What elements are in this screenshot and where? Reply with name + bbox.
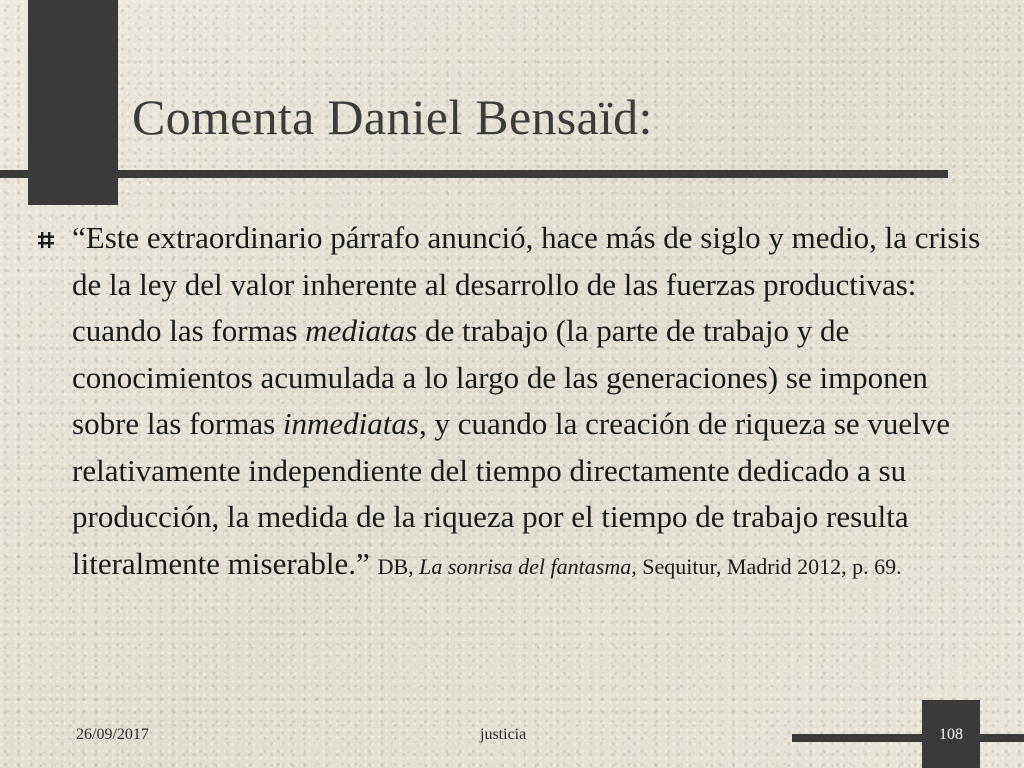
quote-italic-inmediatas: inmediatas — [282, 406, 419, 441]
quote-text-2: de trabajo (la parte de trabajo y de conocimientos acumulada a lo largo de las generaciones) se imponen sobre las formas — [72, 313, 928, 441]
quote-italic-mediatas: mediatas — [305, 313, 418, 348]
slide-number: 108 — [939, 726, 963, 743]
citation-title: La sonrisa del fantasma, — [419, 553, 637, 579]
footer-center-text: justicia — [480, 726, 527, 743]
quote-text-1: “Este extraordinario párrafo anunció, hace más de siglo y medio, la crisis de la ley del valor inherente al desarrollo de las fuerzas productivas: cuando las formas — [72, 220, 981, 348]
citation-prefix: DB, — [377, 553, 420, 579]
slide-title: Comenta Daniel Bensaïd: — [132, 89, 653, 145]
hash-bullet-icon — [38, 232, 54, 248]
quote-paragraph — [72, 215, 987, 587]
citation-rest: Sequitur, Madrid 2012, p. 69. — [636, 553, 902, 579]
footer-bar — [792, 734, 1024, 742]
footer-date: 26/09/2017 — [76, 726, 149, 743]
quote-text-3: , y cuando la creación de riqueza se vuelve relativamente independiente del tiempo directamente dedicado a su producción, la medida de la riqueza por el tiempo de trabajo resulta literalmente miserable.” — [72, 406, 951, 581]
citation — [378, 554, 902, 579]
title-underline-bar — [0, 170, 948, 178]
